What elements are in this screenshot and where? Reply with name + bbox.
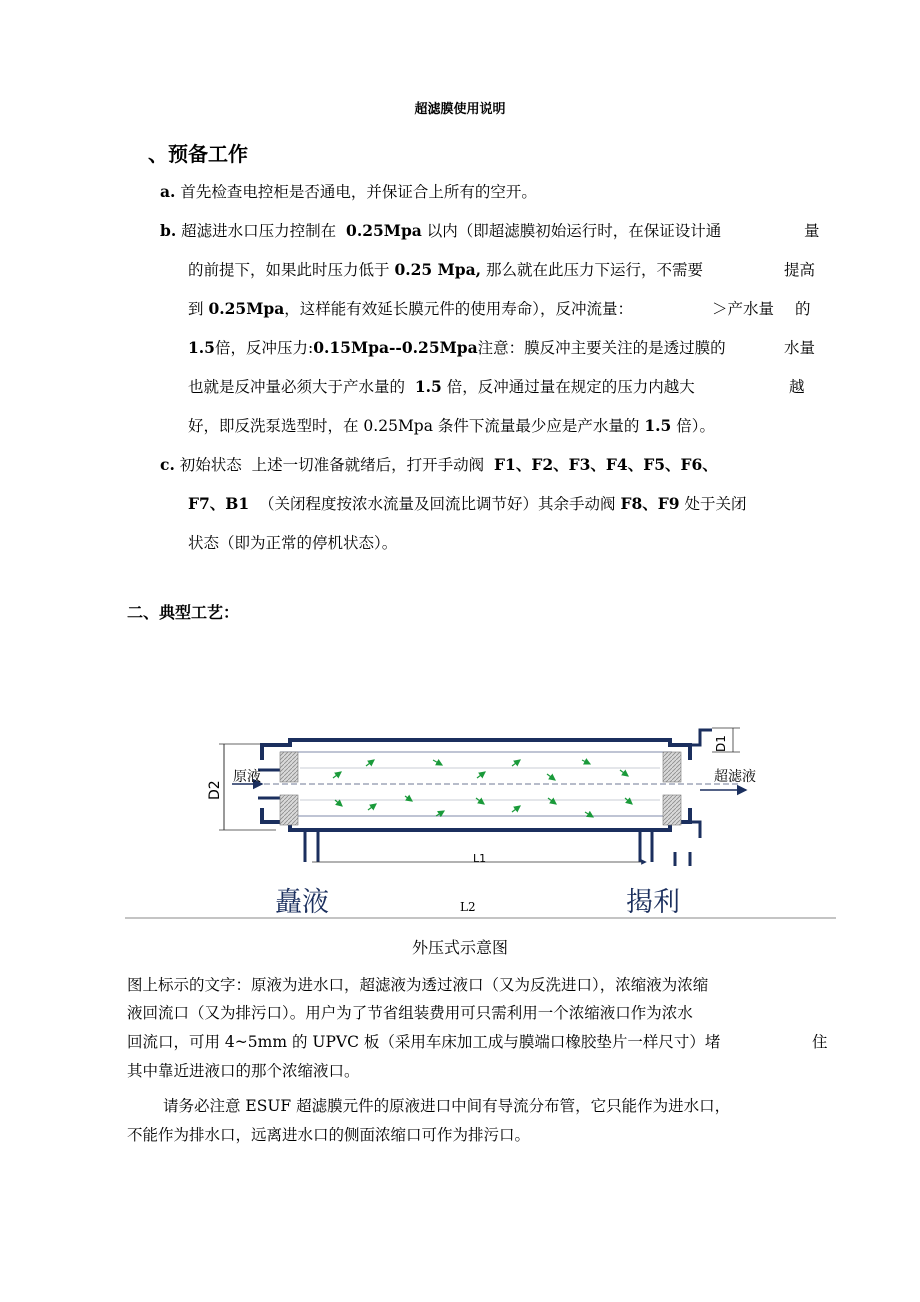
text-run: 状态（即为正常的停机状态）。: [188, 534, 398, 552]
paragraph-2-line-2: 不能作为排水口，远离进水口的侧面浓缩口可作为排污口。: [127, 1126, 531, 1144]
text-run: ，这样能有效延长膜元件的使用寿命），反冲流量：: [284, 300, 634, 318]
text-run: 以内（即超滤膜初始运行时，在保证设计通: [426, 222, 722, 240]
label-d2: D2: [207, 780, 223, 800]
end-plug-left-bottom: [280, 795, 298, 825]
end-plug-right-bottom: [663, 795, 681, 825]
text-run: 超滤进水口压力控制在: [181, 222, 337, 240]
label-l2: L2: [460, 900, 476, 914]
text-run: 倍）。: [676, 417, 716, 435]
item-marker: c.: [160, 455, 175, 474]
text-run-bold: F8、F9: [620, 494, 680, 513]
text-run: 提高: [784, 261, 816, 279]
text-run: 注意：膜反冲主要关注的是透过膜的: [477, 339, 726, 357]
text-run: 倍，反冲通过量在规定的压力内越大: [446, 378, 695, 396]
label-feed: 原液: [233, 769, 261, 785]
text-run-bold: 1.5: [644, 416, 672, 435]
text-run: 倍，反冲压力:: [214, 339, 314, 357]
label-permeate: 超滤液: [714, 769, 756, 785]
paragraph-1-line-2: 液回流口（又为排污口）。用户为了节省组装费用可只需利用一个浓缩液口作为浓水: [127, 1004, 693, 1022]
text-run-bold: F7、B1: [188, 494, 250, 513]
text-run-bold: 0.25Mpa: [346, 221, 422, 240]
label-d1: D1: [714, 735, 728, 752]
text-run: （关闭程度按浓水流量及回流比调节好）其余手动阀: [259, 495, 616, 513]
text-run: 的前提下，如果此时压力低于: [188, 261, 390, 279]
label-l1: L1: [473, 852, 487, 865]
section-heading-process: 二、典型工艺：: [127, 603, 240, 622]
paragraph-1-line-3-end: 住: [812, 1033, 828, 1051]
item-text: 首先检查电控柜是否通电，并保证合上所有的空开。: [180, 183, 537, 201]
end-plug-right-top: [663, 752, 681, 782]
text-run-bold: 1.5: [188, 338, 215, 357]
text-run: ＞产水量: [712, 300, 775, 318]
section-heading-preparation: 、预备工作: [148, 142, 248, 166]
text-run: 量: [804, 222, 820, 240]
text-run: 那么就在此压力下运行，不需要: [485, 261, 703, 279]
text-run: 水量: [784, 339, 816, 357]
item-marker: b.: [160, 221, 177, 240]
text-run: 也就是反冲量必须大于产水量的: [188, 378, 406, 396]
paragraph-2-line-1: 请务必注意 ESUF 超滤膜元件的原液进口中间有导流分布管，它只能作为进水口，: [163, 1097, 731, 1115]
paragraph-1-line-3: 回流口，可用 4~5mm 的 UPVC 板（采用车床加工成与膜端口橡胶垫片一样尺寸）堵: [127, 1033, 721, 1051]
text-run-bold: 0.15Mpa--0.25Mpa: [313, 338, 478, 357]
text-run-bold: 0.25Mpa: [208, 299, 285, 318]
item-marker: a.: [160, 182, 176, 201]
text-run-bold: 0.25 Mpa,: [394, 260, 482, 279]
text-run-bold: F1、F2、F3、F4、F5、F6、: [494, 455, 718, 474]
label-left-large: 矗液: [275, 887, 329, 918]
paragraph-1-line-4: 其中靠近进液口的那个浓缩液口。: [127, 1062, 360, 1080]
dimension-d2: [219, 744, 276, 830]
figure-caption: 外压式示意图: [411, 938, 508, 957]
end-plug-left-top: [280, 752, 298, 782]
text-run: 好，即反洗泵选型时，在 0.25Mpa 条件下流量最少应是产水量的: [188, 417, 640, 435]
text-run: 越: [789, 378, 805, 396]
text-run: 的: [795, 300, 811, 318]
page-title: 超滤膜使用说明: [414, 102, 506, 117]
text-run: 到: [188, 300, 204, 318]
text-run-bold: 1.5: [414, 377, 442, 396]
text-run: 处于关闭: [684, 495, 747, 513]
text-run: 初始状态: [179, 456, 242, 474]
text-run: 上述一切准备就绪后，打开手动阀: [251, 456, 485, 474]
flow-arrows: [333, 760, 632, 817]
label-right-large: 揭利: [626, 887, 680, 918]
paragraph-1-line-1: 图上标示的文字：原液为进水口，超滤液为透过液口（又为反洗进口），浓缩液为浓缩: [127, 976, 709, 994]
